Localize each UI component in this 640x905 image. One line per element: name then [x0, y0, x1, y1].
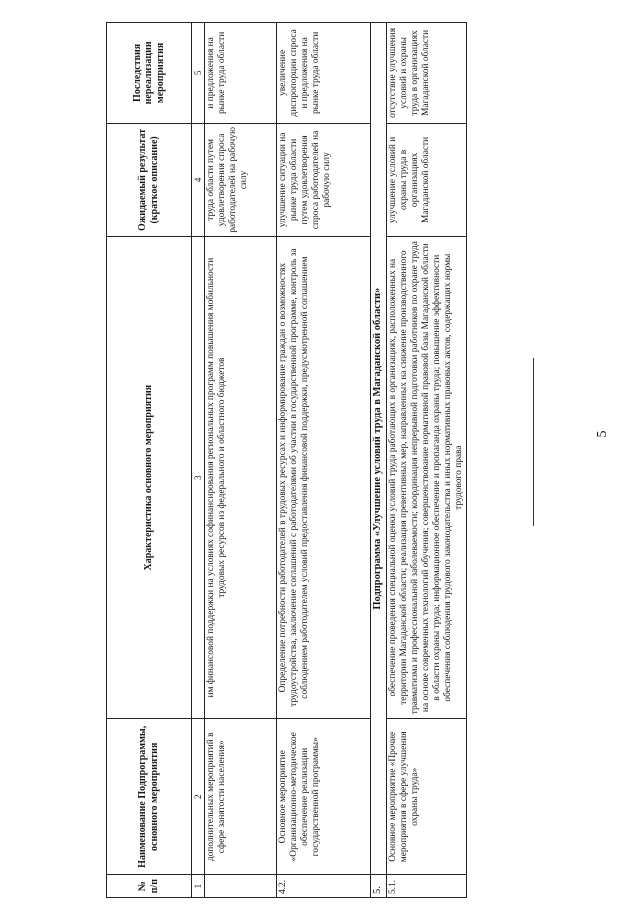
row-number: 5.	[371, 875, 387, 898]
footer-rule	[533, 358, 534, 526]
activity-name: Основное мероприятие «Прочие мероприятия в сфере улучшения охраны труда»	[387, 719, 466, 875]
expected-result: труда области путем удовлетворения спроса работодателей на рабочую силу	[205, 123, 277, 236]
activities-table	[106, 22, 467, 898]
non-implementation-consequences: отсутствие улучшения условий и охраны труда в организациях Магаданской области	[387, 23, 466, 124]
header-result: Ожидаемый результат (краткое описание)	[107, 123, 192, 236]
table-row	[387, 23, 466, 898]
header-consequences: Последствия нереализации мероприятия	[107, 23, 192, 124]
activity-description: обеспечение проведения специальной оценки условий труда работающих в организациях, расположенных на территории Магаданской области; реализация превентивных мер, направленных на снижение производственного травматизма и профессиональной заболеваемости; координация непрерывной подготовки работников по охране труда на основе современных технологий обучения; совершенствование нормативной правовой базы Магаданской области в области охраны труда; информационное обеспечение и пропаганда охраны труда; повышение эффективности обеспечения соблюдения трудового законодательства и иных нормативных правовых актов, содержащих нормы трудового права	[387, 237, 466, 719]
subprogram-row	[371, 23, 387, 898]
column-number-row	[192, 23, 205, 898]
column-number: 3	[192, 237, 205, 719]
non-implementation-consequences: увеличение диспропорции спроса и предложения на рынке труда области	[277, 23, 371, 124]
row-number	[205, 875, 277, 898]
rotated-table-container	[106, 22, 464, 898]
subprogram-title: Подпрограмма «Улучшение условий труда в Магаданской области»	[371, 23, 387, 875]
column-number: 2	[192, 719, 205, 875]
column-number: 4	[192, 123, 205, 236]
expected-result: улучшение ситуации на рынке труда области путем удовлетворения спроса работодателей на рабочую силу	[277, 123, 371, 236]
row-number: 4.2.	[277, 875, 371, 898]
activity-description: Определение потребности работодателей в трудовых ресурсах и информирование граждан о возможностях трудоустройства, заключение соглашений с работодателями об участии в государственной программе, контроль за соблюдением работодателем условий предоставления финансовой поддержки, предусмотренной соглашением	[277, 237, 371, 719]
activity-name: Основное мероприятие «Организационно-методическое обеспечение реализации государственной программы»	[277, 719, 371, 875]
table-row	[205, 23, 277, 898]
activity-name: дополнительных мероприятий в сфере занятости населения»	[205, 719, 277, 875]
non-implementation-consequences: и предложения на рынке труда области	[205, 23, 277, 124]
header-num: № п/п	[107, 875, 192, 898]
row-number: 5.1.	[387, 875, 466, 898]
column-number: 5	[192, 23, 205, 124]
page-number: 5	[595, 430, 610, 438]
header-row	[107, 23, 192, 898]
column-number: 1	[192, 875, 205, 898]
activity-description: им финансовой поддержки на условиях софинансирования региональных программ повышения мобильности трудовых ресурсов из федерального и областного бюджетов	[205, 237, 277, 719]
table-row	[277, 23, 371, 898]
expected-result: улучшение условий и охраны труда в организациях Магаданской области	[387, 123, 466, 236]
header-name: Наименование Подпрограммы, основного мероприятия	[107, 719, 192, 875]
header-description: Характеристика основного мероприятия	[107, 237, 192, 719]
